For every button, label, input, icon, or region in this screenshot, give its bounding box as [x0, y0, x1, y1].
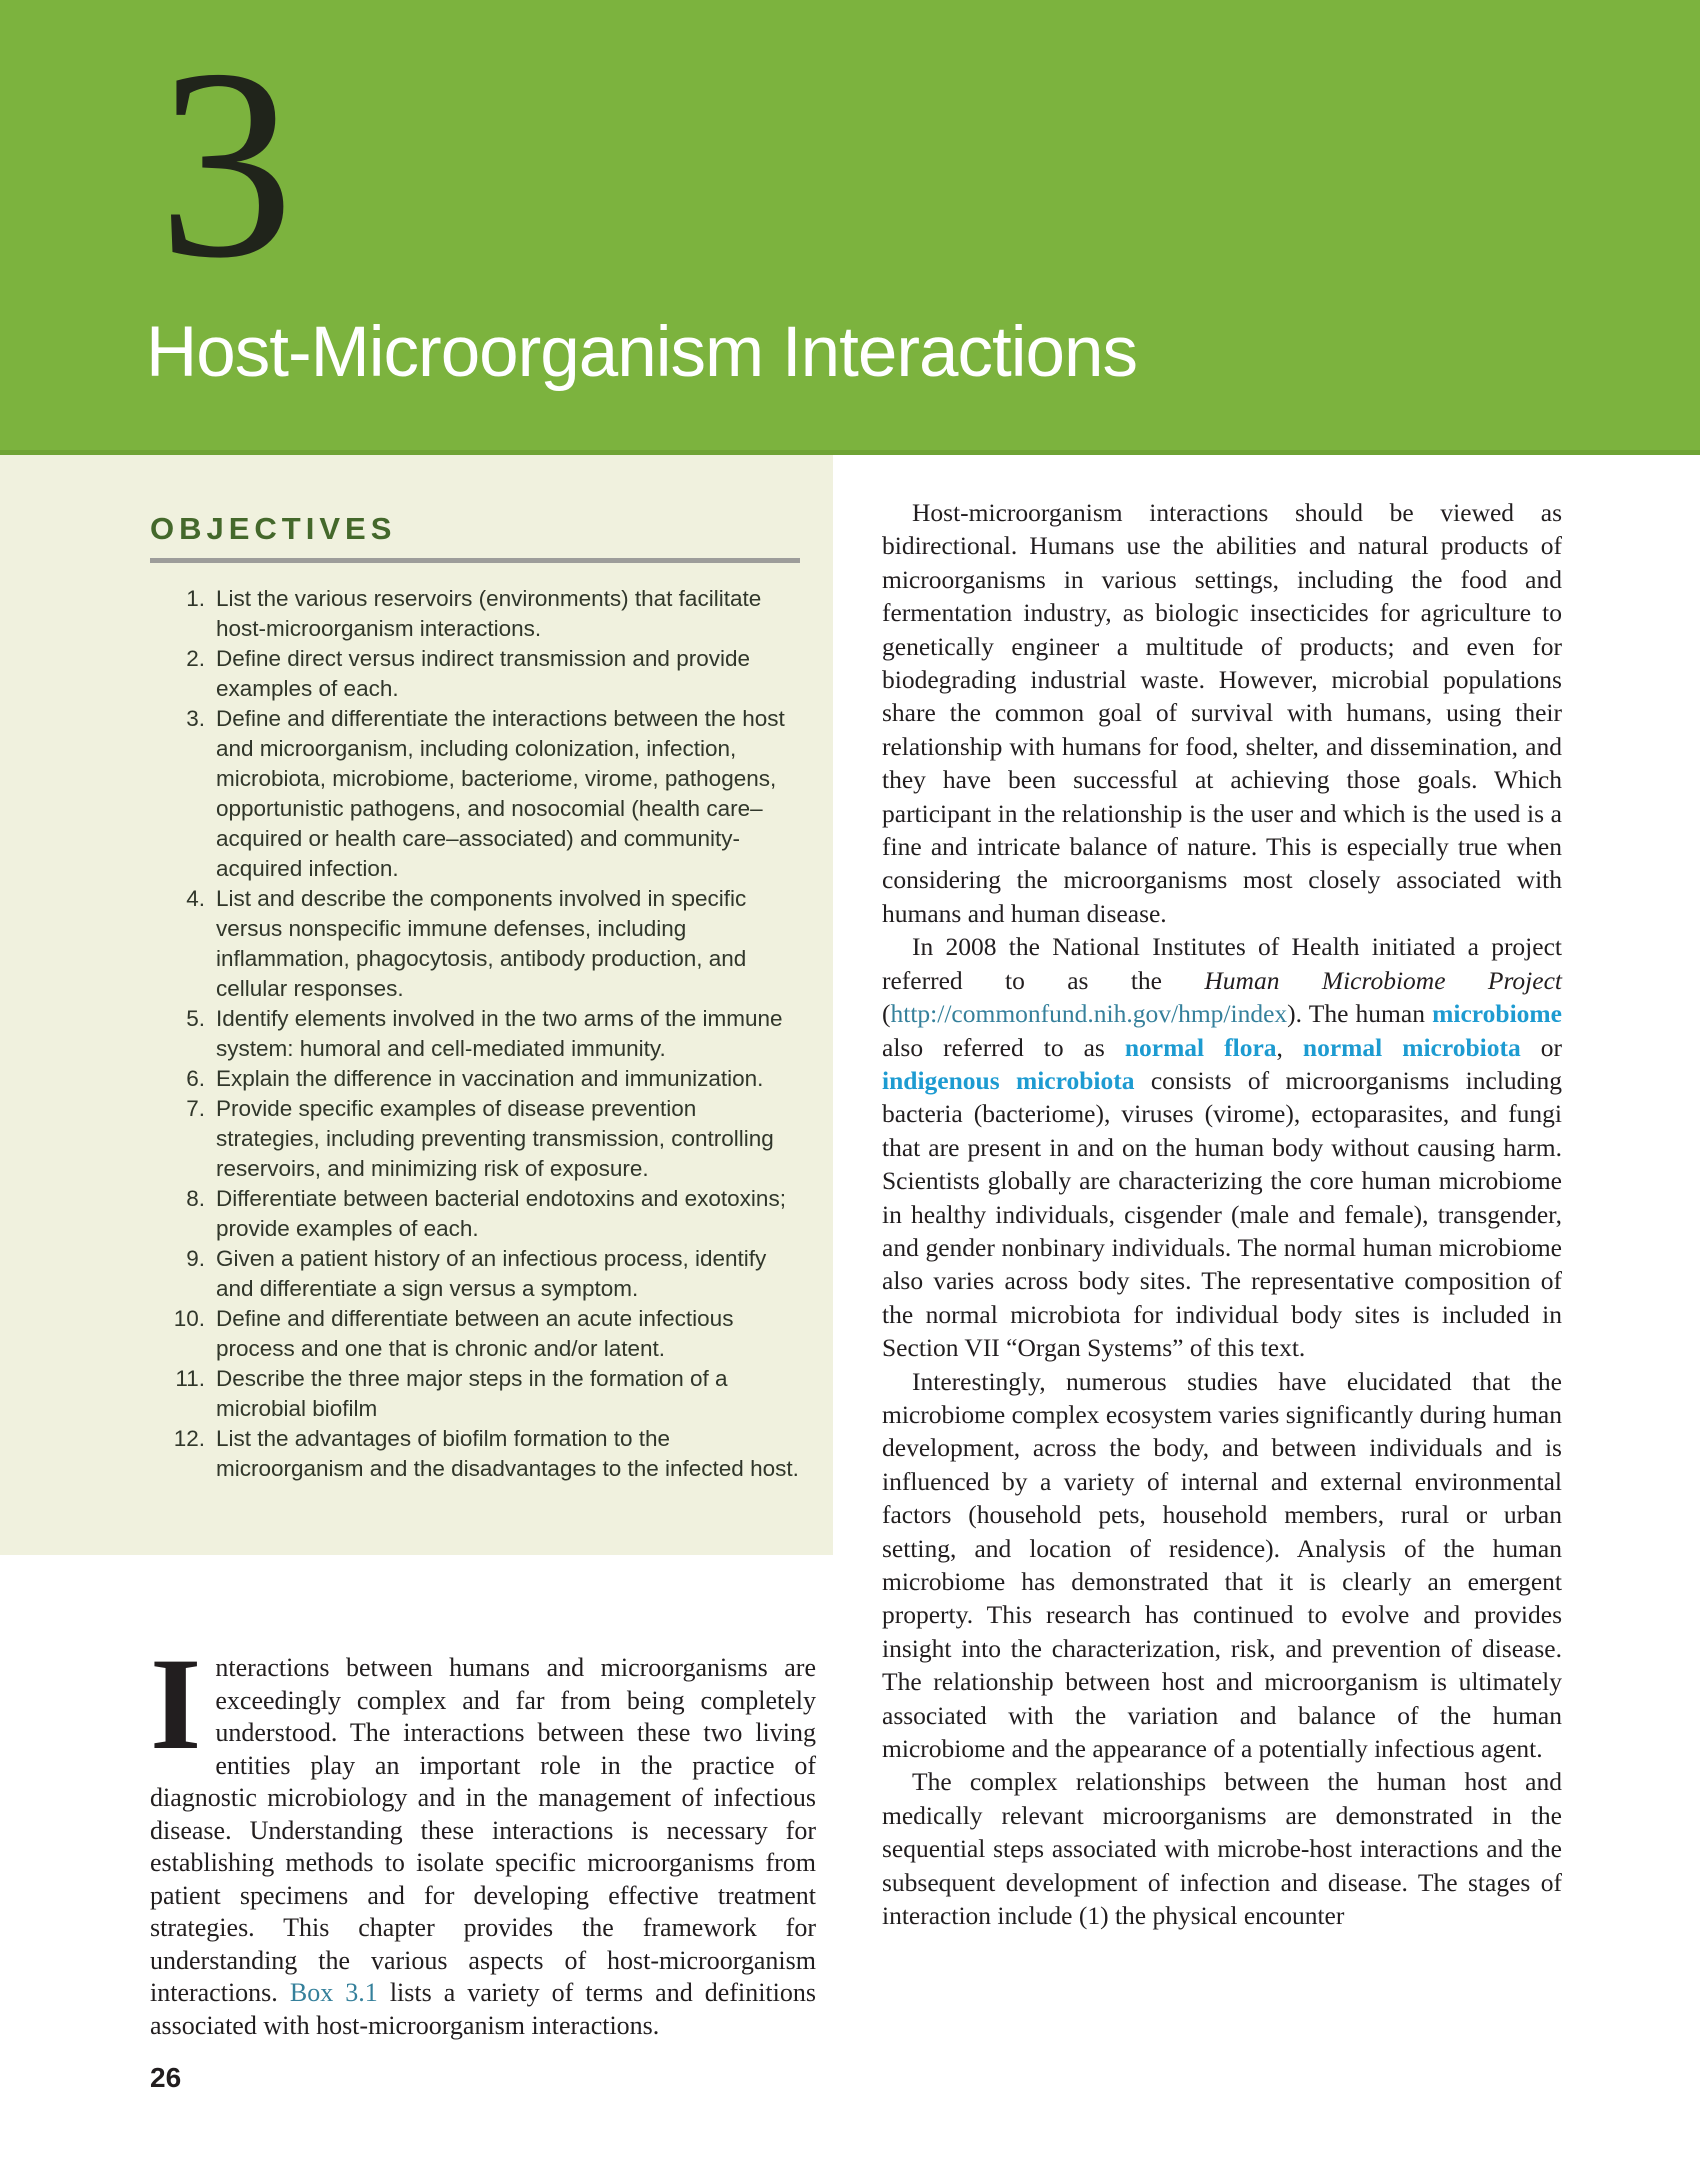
heading-rule [150, 558, 800, 563]
chapter-number: 3 [158, 13, 294, 314]
objective-number: 1. [186, 586, 205, 611]
objective-item [150, 704, 800, 884]
objective-text: Identify elements involved in the two arms of the immune system: humoral and cell-mediated immunity. [216, 1006, 783, 1061]
objective-number: 11. [175, 1366, 205, 1391]
text-segment: or [1520, 1032, 1562, 1062]
text-segment: ( [882, 999, 891, 1029]
objective-number: 6. [186, 1066, 205, 1091]
objective-text: Define direct versus indirect transmission and provide examples of each. [216, 646, 750, 701]
objective-text: Provide specific examples of disease prevention strategies, including preventing transmission, controlling reservoirs, and minimizing risk of exposure. [216, 1096, 774, 1181]
objective-number: 2. [186, 646, 205, 671]
objective-item [150, 1244, 800, 1304]
objective-item [150, 1424, 800, 1484]
objective-number: 8. [186, 1186, 205, 1211]
intro-text: nteractions between humans and microorganisms are exceedingly complex and far from being completely understood. The interactions between these two living entities play an important role in the practice of diagnostic microbiology and in the management of infectious disease. Understanding these interactions is necessary for establishing methods to isolate specific microorganisms from patient specimens and for developing effective treatment strategies. This chapter provides the framework for understanding the various aspects of host-microorganism interactions. [150, 1653, 816, 2007]
objective-text: Define and differentiate the interactions between the host and microorganism, including colonization, infection, microbiota, microbiome, bacteriome, virome, pathogens, opportunistic pathogens, and nosocomial (health care–acquired or health care–associated) and community-acquired infection. [216, 706, 785, 881]
objective-text: List and describe the components involved in specific versus nonspecific immune defenses, including inflammation, phagocytosis, antibody production, and cellular responses. [216, 886, 747, 1001]
text-segment: ). The human [1287, 999, 1433, 1029]
intro-paragraph [150, 1630, 816, 2042]
objective-text: Given a patient history of an infectious process, identify and differentiate a sign versus a symptom. [216, 1246, 767, 1301]
objective-text: Differentiate between bacterial endotoxins and exotoxins; provide examples of each. [216, 1186, 786, 1241]
page-number: 26 [150, 2062, 182, 2093]
body-paragraph [882, 1765, 1562, 1932]
objective-text: List the advantages of biofilm formation to the microorganism and the disadvantages to the infected host. [216, 1426, 799, 1481]
objective-number: 9. [186, 1246, 205, 1271]
objective-number: 5. [186, 1006, 205, 1031]
objective-number: 10. [173, 1306, 205, 1331]
text-segment: also referred to as [882, 1032, 1125, 1062]
objective-item [150, 1184, 800, 1244]
main-column [882, 496, 1562, 1932]
objective-text: Define and differentiate between an acute infectious process and one that is chronic and/or latent. [216, 1306, 734, 1361]
drop-cap: I [150, 1630, 202, 1777]
objective-text: List the various reservoirs (environments) that facilitate host-microorganism interactions. [216, 586, 762, 641]
text-segment: Host-microorganism interactions should be viewed as bidirectional. Humans use the abilities and natural products of microorganisms in various settings, including the food and fermentation industry, as biologic insecticides for agriculture to genetically engineer a multitude of products; and even for biodegrading industrial waste. However, microbial populations share the common goal of survival with humans, using their relationship with humans for food, shelter, and dissemination, and they have been successful at achieving those goals. Which participant in the relationship is the user and which is the used is a fine and intricate balance of nature. This is especially true when considering the microorganisms most closely associated with humans and human disease. [882, 498, 1562, 928]
text-segment: The complex relationships between the human host and medically relevant microorganisms are demonstrated in the sequential steps associated with microbe-host interactions and the subsequent development of infection and disease. The stages of interaction include (1) the physical encounter [882, 1767, 1562, 1931]
text-segment: consists of microorganisms including bacteria (bacteriome), viruses (virome), ectoparasites, and fungi that are present in and on the human body without causing harm. Scientists globally are characterizing the core human microbiome in healthy individuals, cisgender (male and female), transgender, and gender nonbinary individuals. The normal human microbiome also varies across body sites. The representative composition of the normal microbiota for individual body sites is included in Section VII “Organ Systems” of this text. [882, 1065, 1562, 1363]
key-term: indigenous microbiota [882, 1065, 1135, 1095]
key-term: microbiome [1432, 999, 1562, 1029]
chapter-header [0, 0, 1700, 455]
objective-item [150, 1094, 800, 1184]
objective-item [150, 1364, 800, 1424]
text-segment: , [1276, 1032, 1303, 1062]
objective-number: 3. [186, 706, 205, 731]
objective-item [150, 1064, 800, 1094]
inline-link[interactable]: http://commonfund.nih.gov/hmp/index [890, 999, 1288, 1029]
objective-item [150, 1304, 800, 1364]
objective-number: 7. [186, 1096, 205, 1121]
intro-text-after-link: lists a variety of terms and definitions associated with host-microorganism interactions. [150, 1978, 816, 2040]
body-paragraph [882, 1365, 1562, 1766]
body-paragraph [882, 930, 1562, 1364]
body-paragraph [882, 496, 1562, 930]
objective-item [150, 1004, 800, 1064]
italic-text: Human Microbiome Project [1204, 965, 1562, 995]
objective-item [150, 644, 800, 704]
objective-text: Describe the three major steps in the formation of a microbial biofilm [216, 1366, 728, 1421]
objective-text: Explain the difference in vaccination and immunization. [216, 1066, 764, 1091]
page-title: Host-Microorganism Interactions [146, 313, 1137, 392]
objectives-heading: OBJECTIVES [150, 511, 397, 546]
objective-number: 4. [186, 886, 205, 911]
objective-number: 12. [173, 1426, 205, 1451]
key-term: normal microbiota [1302, 1032, 1521, 1062]
key-term: normal flora [1124, 1032, 1277, 1062]
text-segment: Interestingly, numerous studies have elucidated that the microbiome complex ecosystem varies significantly during human development, across the body, and between individuals and is influenced by a variety of internal and external environmental factors (household pets, household members, rural or urban setting, and location of residence). Analysis of the human microbiome has demonstrated that it is clearly an emergent property. This research has continued to evolve and provides insight into the characterization, risk, and prevention of disease. The relationship between host and microorganism is ultimately associated with the variation and balance of the human microbiome and the appearance of a potentially infectious agent. [882, 1366, 1562, 1764]
objective-item [150, 884, 800, 1004]
objective-item [150, 584, 800, 644]
text-segment: In 2008 the National Institutes of Health initiated a project referred to as the [882, 932, 1562, 995]
box-3-1-link[interactable]: Box 3.1 [289, 1978, 378, 2007]
objectives-box [0, 455, 833, 1555]
objectives-list [150, 584, 800, 1484]
